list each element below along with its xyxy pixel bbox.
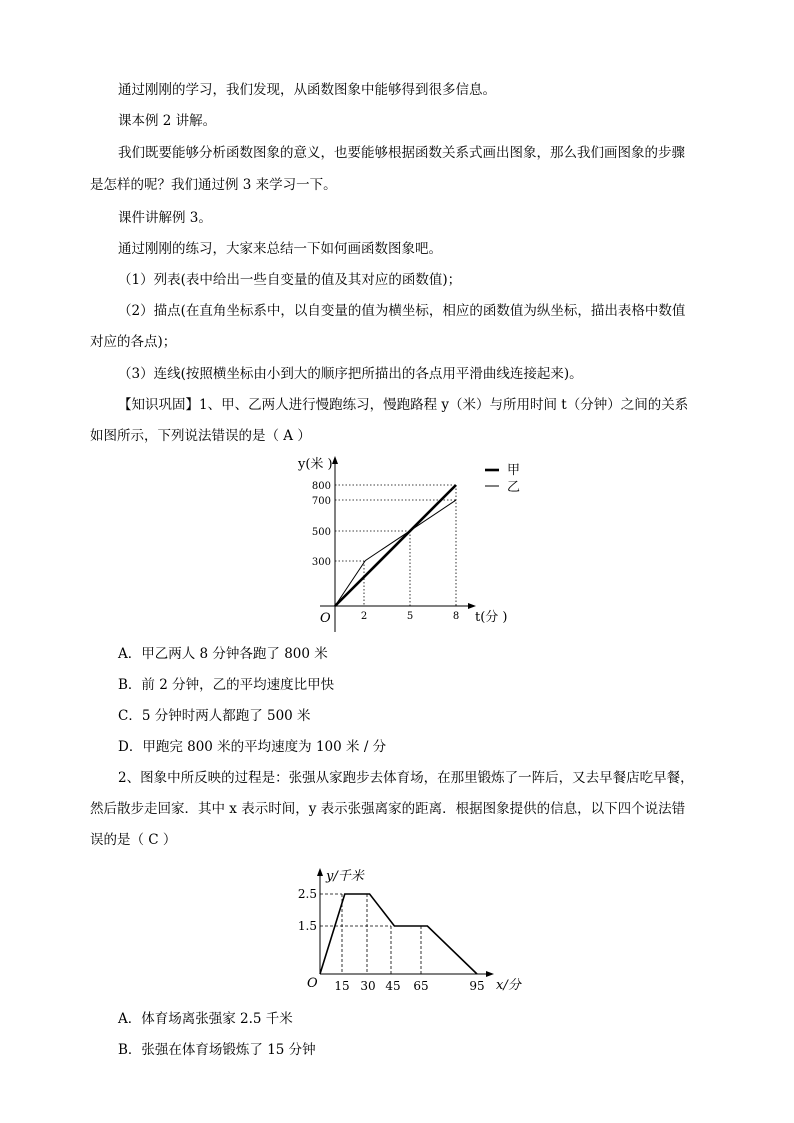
series-distance-line [320, 894, 477, 974]
x-tick-2: 2 [360, 611, 368, 622]
chart-zhangqiang-trip [290, 860, 540, 1000]
step-connect-line: （3）连线(按照横坐标由小到大的顺序把所描出的各点用平滑曲线连接起来)。 [118, 366, 583, 382]
x-axis-label: x/分 [496, 978, 521, 993]
question-2-stem-1: 2、图象中所反映的过程是：张强从家跑步去体育场，在那里锻炼了一阵后，又去早餐店吃早餐， [118, 770, 694, 786]
x-tick-8: 8 [452, 611, 460, 622]
y-tick-1-5: 1.5 [297, 919, 317, 933]
step-plot-points-2: 对应的各点)； [90, 334, 177, 350]
y-axis-label: y/千米 [326, 869, 364, 884]
question-2-stem-3: 误的是（ C ） [90, 832, 177, 848]
paragraph-drawing-steps-2: 是怎样的呢？我们通过例 3 来学习一下。 [90, 177, 337, 193]
x-tick-65: 65 [413, 979, 429, 993]
y-tick-700: 700 [311, 496, 331, 507]
question-2-option-b: B．张强在体育场锻炼了 15 分钟 [118, 1042, 316, 1058]
y-axis-arrow [332, 456, 338, 464]
origin-label: O [307, 976, 318, 991]
paragraph-summary: 通过刚刚的练习，大家来总结一下如何画函数图象吧。 [118, 241, 442, 257]
origin-label: O [320, 611, 331, 626]
step-plot-points-1: （2）描点(在直角坐标系中，以自变量的值为横坐标，相应的函数值为纵坐标，描出表格中数值 [118, 303, 686, 319]
y-axis-arrow [317, 868, 323, 876]
y-tick-800: 800 [311, 481, 331, 492]
x-tick-15: 15 [334, 979, 350, 993]
x-axis-arrow [486, 971, 494, 977]
x-tick-5: 5 [406, 611, 414, 622]
series-jia-line [335, 485, 456, 606]
step-list-table: （1）列表(表中给出一些自变量的值及其对应的函数值)； [118, 272, 462, 288]
series-yi-line [335, 500, 456, 606]
y-axis-label: y(米 ) [298, 457, 333, 472]
question-1-option-d: D．甲跑完 800 米的平均速度为 100 米 / 分 [118, 739, 387, 755]
x-tick-95: 95 [469, 979, 485, 993]
question-2-stem-2: 然后散步走回家．其中 x 表示时间，y 表示张强离家的距离．根据图象提供的信息，以下四个说法错 [90, 801, 686, 817]
question-1-option-a: A．甲乙两人 8 分钟各跑了 800 米 [118, 646, 328, 662]
question-1-stem-2: 如图所示，下列说法错误的是（ A ） [90, 428, 311, 444]
question-1-option-c: C．5 分钟时两人都跑了 500 米 [118, 708, 311, 724]
y-tick-300: 300 [311, 557, 331, 568]
question-1-option-b: B．前 2 分钟，乙的平均速度比甲快 [118, 677, 335, 693]
paragraph-intro: 通过刚刚的学习，我们发现，从函数图象中能够得到很多信息。 [118, 82, 496, 98]
chart-running-distance [280, 450, 540, 640]
x-axis-arrow [468, 603, 476, 609]
paragraph-textbook-example: 课本例 2 讲解。 [118, 113, 217, 129]
y-tick-2-5: 2.5 [297, 887, 317, 901]
paragraph-courseware-example: 课件讲解例 3。 [118, 210, 212, 226]
legend-yi-label: 乙 [507, 480, 521, 495]
y-tick-500: 500 [311, 527, 331, 538]
question-2-option-a: A．体育场离张强家 2.5 千米 [118, 1011, 293, 1027]
x-axis-label: t(分 ) [475, 610, 508, 625]
question-1-stem-1: 【知识巩固】1、甲、乙两人进行慢跑练习，慢跑路程 y（米）与所用时间 t（分钟）之间的关系 [118, 397, 689, 413]
paragraph-drawing-steps-1: 我们既要能够分析函数图象的意义，也要能够根据函数关系式画出图象，那么我们画图象的步骤 [118, 145, 685, 161]
x-tick-30: 30 [360, 979, 376, 993]
legend-jia-label: 甲 [507, 463, 521, 478]
x-tick-45: 45 [385, 979, 401, 993]
